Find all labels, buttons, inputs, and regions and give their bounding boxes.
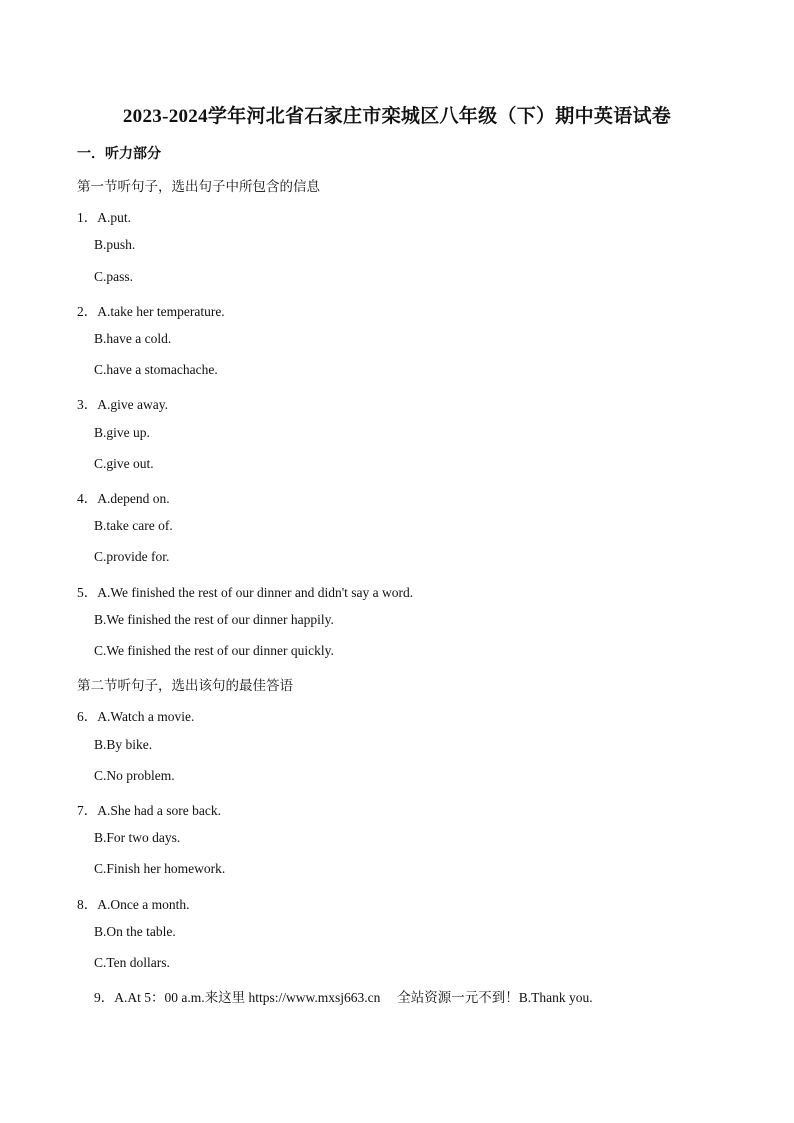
question-number: 7．: [77, 803, 98, 818]
question-2: [77, 300, 225, 320]
question-3-option-c: C.give out.: [94, 456, 154, 471]
question-number: 8．: [77, 897, 98, 912]
question-9: 9．A.At 5：00 a.m.来这里 https://www.mxsj663.cn 全站资源一元不到！B.Thank you.: [94, 990, 593, 1005]
question-2-option-b: B.have a cold.: [94, 331, 172, 346]
question-6: [77, 705, 194, 725]
option-a: A.take her temperature.: [97, 304, 225, 319]
question-5-option-c: C.We finished the rest of our dinner quickly.: [94, 643, 334, 658]
question-1-option-c: C.pass.: [94, 269, 134, 284]
question-7-option-b: B.For two days.: [94, 830, 181, 845]
question-3: [77, 393, 168, 413]
question-number: 1．: [77, 210, 98, 225]
page-title: 2023-2024学年河北省石家庄市栾城区八年级（下）期中英语试卷: [122, 106, 672, 127]
option-a: A.We finished the rest of our dinner and didn't say a word.: [97, 585, 414, 600]
question-number: 4．: [77, 491, 98, 506]
question-4: [77, 487, 170, 507]
question-6-option-b: B.By bike.: [94, 737, 153, 752]
option-a: A.Once a month.: [97, 897, 190, 912]
question-5: [77, 581, 413, 601]
question-6-option-c: C.No problem.: [94, 768, 175, 783]
option-a: A.Watch a movie.: [97, 709, 195, 724]
question-number: 5．: [77, 585, 98, 600]
option-a: A.She had a sore back.: [97, 803, 221, 818]
question-7-option-c: C.Finish her homework.: [94, 861, 226, 876]
question-5-option-b: B.We finished the rest of our dinner happily.: [94, 612, 334, 627]
question-4-option-c: C.provide for.: [94, 549, 170, 564]
question-number: 2．: [77, 304, 98, 319]
option-a: A.give away.: [97, 397, 168, 412]
part-heading: 一．听力部分: [77, 147, 161, 162]
option-a: A.put.: [97, 210, 131, 225]
question-8-option-c: C.Ten dollars.: [94, 955, 170, 970]
question-1: [77, 206, 131, 226]
question-3-option-b: B.give up.: [94, 425, 150, 440]
question-8: [77, 893, 189, 913]
question-2-option-c: C.have a stomachache.: [94, 362, 218, 377]
question-4-option-b: B.take care of.: [94, 518, 173, 533]
question-1-option-b: B.push.: [94, 237, 136, 252]
question-number: 6．: [77, 709, 98, 724]
question-8-option-b: B.On the table.: [94, 924, 176, 939]
section-1-instruction: 第一节听句子，选出句子中所包含的信息: [77, 179, 320, 194]
question-number: 3．: [77, 397, 98, 412]
section-2-instruction: 第二节听句子，选出该句的最佳答语: [77, 678, 293, 693]
option-a: A.depend on.: [97, 491, 170, 506]
question-7: [77, 799, 221, 819]
